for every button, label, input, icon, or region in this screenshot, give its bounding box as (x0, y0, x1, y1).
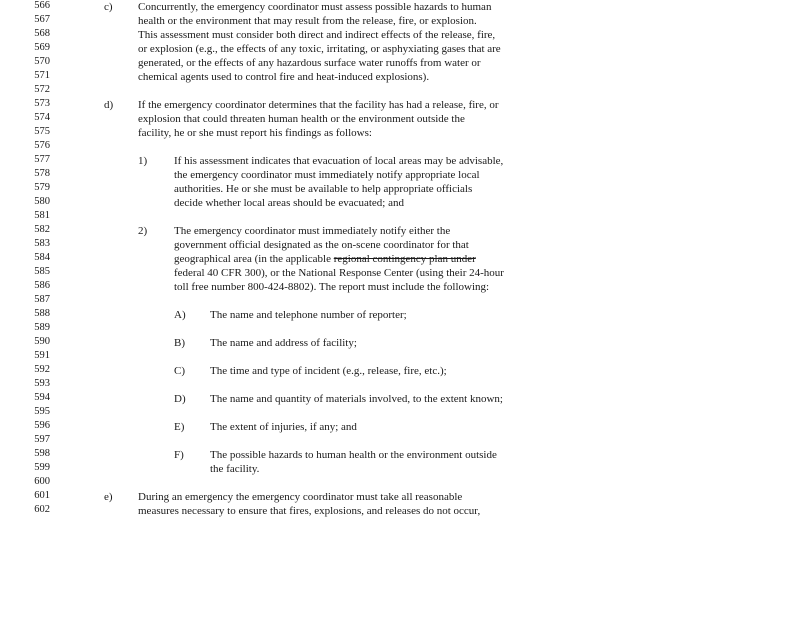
item-e-marker: e) (104, 491, 113, 503)
report-item-d-marker: D) (174, 393, 186, 405)
line-number: 589 (34, 322, 50, 333)
report-item-b-text: The name and address of facility; (210, 337, 357, 349)
line-number: 590 (34, 336, 50, 347)
item-d2-marker: 2) (138, 225, 148, 237)
report-item-e-text: The extent of injuries, if any; and (210, 421, 357, 433)
report-item-f-text: The possible hazards to human health or the environment outside (210, 449, 497, 461)
item-d-line-1: If the emergency coordinator determines that the facility has had a release, fire, or (138, 99, 499, 111)
item-d2-line-5: toll free number 800-424-8802). The report must include the following: (174, 281, 490, 293)
line-number: 594 (34, 392, 50, 403)
item-d1-line-3: authorities. He or she must be available to help appropriate officials (174, 183, 473, 195)
line-number: 577 (34, 154, 50, 165)
item-c-line-6: chemical agents used to control fire and heat-induced explosions). (138, 71, 430, 83)
item-c-line-5: generated, or the effects of any hazardous surface water runoffs from water or (138, 57, 481, 69)
line-number: 575 (34, 126, 50, 137)
line-number: 573 (34, 98, 50, 109)
item-c-line-4: or explosion (e.g., the effects of any toxic, irritating, or asphyxiating gases that are (138, 43, 501, 55)
line-number: 576 (34, 140, 50, 151)
line-number: 578 (34, 168, 50, 179)
report-item-e-marker: E) (174, 421, 185, 433)
line-number: 595 (34, 406, 50, 417)
item-c-line-2: health or the environment that may result from the release, fire, or explosion. (138, 15, 477, 27)
item-d2-line-3 (174, 252, 476, 266)
item-d2-line-4: federal 40 CFR 300), or the National Response Center (using their 24-hour (174, 267, 504, 279)
report-item-d-text: The name and quantity of materials involved, to the extent known; (210, 393, 503, 405)
line-number: 596 (34, 420, 50, 431)
item-d2-line-1: The emergency coordinator must immediately notify either the (174, 225, 451, 237)
report-item-f-text-2: the facility. (210, 463, 260, 475)
line-number: 601 (34, 490, 50, 501)
line-number: 570 (34, 56, 50, 67)
line-number: 566 (34, 0, 50, 11)
item-e-line-1: During an emergency the emergency coordinator must take all reasonable (138, 491, 463, 503)
line-number: 586 (34, 280, 50, 291)
item-d-line-3: facility, he or she must report his findings as follows: (138, 127, 372, 139)
report-item-a-text: The name and telephone number of reporter; (210, 309, 407, 321)
line-number: 587 (34, 294, 50, 305)
item-d1-line-2: the emergency coordinator must immediately notify appropriate local (174, 169, 480, 181)
report-item-c-marker: C) (174, 365, 185, 377)
item-c-marker: c) (104, 1, 113, 13)
item-d2-line-2: government official designated as the on-scene coordinator for that (174, 239, 469, 251)
line-number: 574 (34, 112, 50, 123)
line-number: 591 (34, 350, 50, 361)
item-c-line-3: This assessment must consider both direct and indirect effects of the release, fire, (138, 29, 496, 41)
line-number: 602 (34, 504, 50, 515)
line-number: 571 (34, 70, 50, 81)
item-e-line-2: measures necessary to ensure that fires, explosions, and releases do not occur, (138, 505, 481, 517)
line-number: 581 (34, 210, 50, 221)
item-d2-line-3-text: geographical area (in the applicable (174, 253, 334, 265)
line-number: 592 (34, 364, 50, 375)
line-number: 572 (34, 84, 50, 95)
item-d-line-2: explosion that could threaten human health or the environment outside the (138, 113, 465, 125)
struck-text: regional contingency plan under (333, 253, 476, 265)
line-number: 593 (34, 378, 50, 389)
line-number: 600 (34, 476, 50, 487)
line-number: 569 (34, 42, 50, 53)
item-d1-marker: 1) (138, 155, 148, 167)
report-item-b-marker: B) (174, 337, 185, 349)
report-item-c-text: The time and type of incident (e.g., release, fire, etc.); (210, 365, 447, 377)
item-d1-line-1: If his assessment indicates that evacuation of local areas may be advisable, (174, 155, 504, 167)
line-number: 585 (34, 266, 50, 277)
line-number: 598 (34, 448, 50, 459)
line-number: 579 (34, 182, 50, 193)
line-number: 568 (34, 28, 50, 39)
line-number: 567 (34, 14, 50, 25)
line-number: 588 (34, 308, 50, 319)
line-number: 597 (34, 434, 50, 445)
item-d1-line-4: decide whether local areas should be evacuated; and (174, 197, 404, 209)
item-d-marker: d) (104, 99, 114, 111)
line-number: 584 (34, 252, 50, 263)
report-item-a-marker: A) (174, 309, 186, 321)
line-number: 580 (34, 196, 50, 207)
line-number: 582 (34, 224, 50, 235)
line-number: 599 (34, 462, 50, 473)
item-c-line-1: Concurrently, the emergency coordinator must assess possible hazards to human (138, 1, 492, 13)
line-number: 583 (34, 238, 50, 249)
report-item-f-marker: F) (174, 449, 184, 461)
